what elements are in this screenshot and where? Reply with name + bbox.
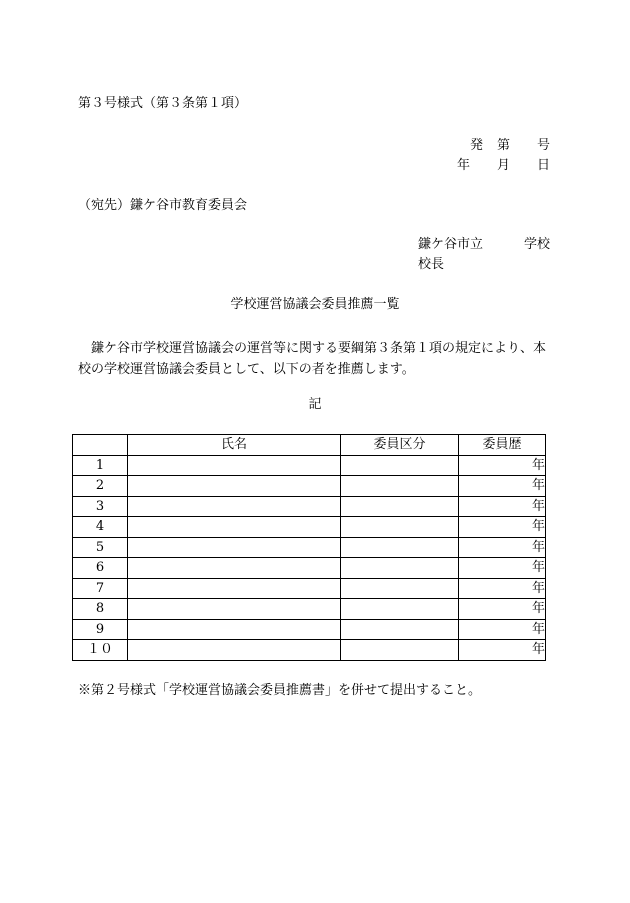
date-day: 日: [536, 158, 550, 173]
row-number: 6: [73, 558, 128, 579]
name-cell[interactable]: [128, 517, 341, 538]
table-row: [73, 640, 546, 661]
footnote: ※第２号様式「学校運営協議会委員推薦書」を併せて提出すること。: [78, 683, 482, 698]
row-number: 7: [73, 578, 128, 599]
division-cell[interactable]: [341, 496, 459, 517]
name-cell[interactable]: [128, 640, 341, 661]
table-row: [73, 476, 546, 497]
division-cell[interactable]: [341, 476, 459, 497]
row-number: 1: [73, 455, 128, 476]
row-number: １０: [73, 640, 128, 661]
division-cell[interactable]: [341, 599, 459, 620]
division-cell[interactable]: [341, 537, 459, 558]
date-year: 年: [456, 158, 470, 173]
years-cell[interactable]: 年: [459, 619, 546, 640]
row-number: 5: [73, 537, 128, 558]
years-cell[interactable]: 年: [459, 496, 546, 517]
table-row: [73, 619, 546, 640]
row-number: 9: [73, 619, 128, 640]
header-number: [73, 435, 128, 456]
document-title: 学校運営協議会委員推薦一覧: [230, 297, 400, 312]
sender-city-school-prefix: 鎌ケ谷市立: [418, 237, 484, 252]
name-cell[interactable]: [128, 619, 341, 640]
sender-school-suffix: 学校: [524, 237, 551, 252]
years-cell[interactable]: 年: [459, 455, 546, 476]
division-cell[interactable]: [341, 578, 459, 599]
header-name: 氏名: [128, 435, 341, 456]
years-cell[interactable]: 年: [459, 476, 546, 497]
table-header-row: [73, 435, 546, 456]
years-cell[interactable]: 年: [459, 578, 546, 599]
ki-marker: 記: [308, 397, 322, 412]
sender-school: [418, 238, 550, 251]
row-number: 8: [73, 599, 128, 620]
row-number: 3: [73, 496, 128, 517]
division-cell[interactable]: [341, 455, 459, 476]
row-number: 2: [73, 476, 128, 497]
issue-dai: 第: [496, 138, 510, 153]
division-cell[interactable]: [341, 558, 459, 579]
name-cell[interactable]: [128, 455, 341, 476]
years-cell[interactable]: 年: [459, 517, 546, 538]
date-line: [457, 159, 550, 172]
table-row: [73, 599, 546, 620]
sender-principal: 校長: [418, 257, 445, 272]
name-cell[interactable]: [128, 537, 341, 558]
division-cell[interactable]: [341, 640, 459, 661]
name-cell[interactable]: [128, 476, 341, 497]
name-cell[interactable]: [128, 496, 341, 517]
header-years: 委員歴: [459, 435, 546, 456]
years-cell[interactable]: 年: [459, 640, 546, 661]
row-number: 4: [73, 517, 128, 538]
years-cell[interactable]: 年: [459, 537, 546, 558]
name-cell[interactable]: [128, 578, 341, 599]
table-row: [73, 517, 546, 538]
table-row: [73, 455, 546, 476]
division-cell[interactable]: [341, 517, 459, 538]
years-cell[interactable]: 年: [459, 558, 546, 579]
table-row: [73, 537, 546, 558]
table-row: [73, 558, 546, 579]
table-row: [73, 496, 546, 517]
name-cell[interactable]: [128, 599, 341, 620]
issue-hatsu: 発: [469, 138, 483, 153]
header-division: 委員区分: [341, 435, 459, 456]
years-cell[interactable]: 年: [459, 599, 546, 620]
issue-number-line: [470, 139, 550, 152]
division-cell[interactable]: [341, 619, 459, 640]
body-paragraph: 鎌ケ谷市学校運営協議会の運営等に関する要綱第３条第１項の規定により、本校の学校運営協議会委員として、以下の者を推薦します。: [78, 341, 547, 377]
name-cell[interactable]: [128, 558, 341, 579]
date-month: 月: [496, 158, 510, 173]
form-label: 第３号様式（第３条第１項）: [78, 96, 248, 111]
issue-go: 号: [536, 138, 550, 153]
table-row: [73, 578, 546, 599]
recommendation-table: [72, 434, 546, 661]
addressee: （宛先）鎌ケ谷市教育委員会: [78, 198, 248, 213]
